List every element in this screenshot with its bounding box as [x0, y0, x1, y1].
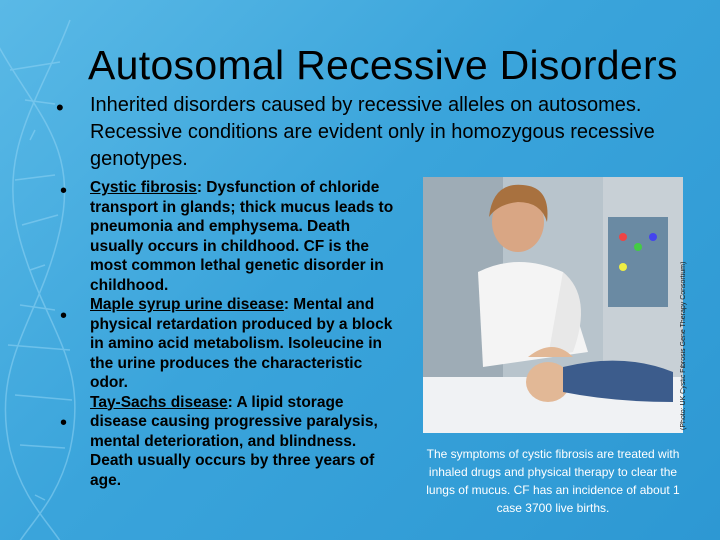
- disorder-description: : A lipid storage disease causing progressive paralysis, mental deterioration, and blindness. Death usually occurs by three years of age.: [90, 393, 378, 489]
- disorder-name: Cystic fibrosis: [90, 179, 197, 196]
- disorder-name: Maple syrup urine disease: [90, 296, 284, 313]
- disorder-description: : Dysfunction of chloride transport in glands; thick mucus leads to pneumonia and emphysema. Death usually occurs in childhood. CF is the most common lethal genetic disorder in childhood.: [90, 179, 394, 294]
- disorder-description: : Mental and physical retardation produced by a block in amino acid metabolism. Isoleucine in the urine produces the characteristic odor.: [90, 296, 393, 391]
- photo-caption: The symptoms of cystic fibrosis are treated with inhaled drugs and physical therapy to clear the lungs of mucus. CF has an incidence of about 1 case 3700 live births.: [426, 447, 680, 515]
- disorder-item: [90, 295, 402, 393]
- disorder-name: Tay-Sachs disease: [90, 393, 228, 411]
- disorder-item: [90, 393, 402, 491]
- disorder-list: [90, 178, 402, 490]
- slide-title: Autosomal Recessive Disorders: [88, 42, 678, 88]
- bullet-marker: •: [60, 412, 68, 434]
- bullet-marker: •: [56, 95, 64, 120]
- disorder-item: [90, 178, 402, 295]
- photo-credit: (Photo: UK Cystic Fibrosis Gene Therapy Consortium): [680, 261, 687, 430]
- intro-text: Inherited disorders caused by recessive alleles on autosomes. Recessive conditions are evident only in homozygous recessive genotypes.: [90, 94, 655, 170]
- nurse-child-illustration: [423, 177, 683, 433]
- bullet-marker: •: [60, 180, 68, 202]
- bullet-marker: •: [60, 305, 68, 327]
- cf-therapy-photo: [423, 177, 683, 433]
